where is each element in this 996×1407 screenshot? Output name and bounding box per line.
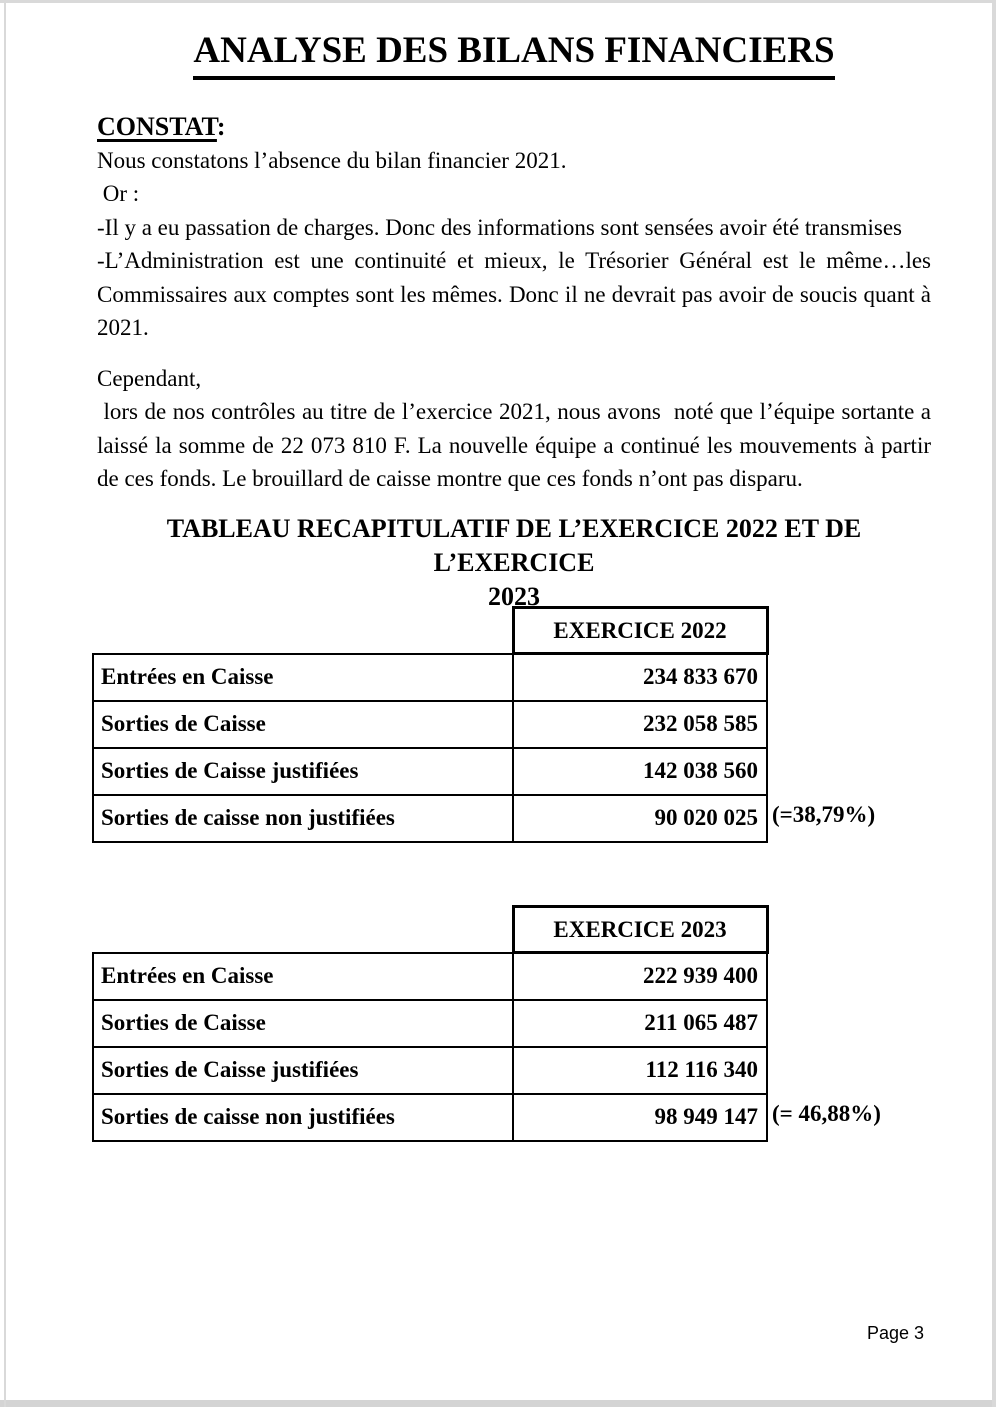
page-title: ANALYSE DES BILANS FINANCIERS [193,28,834,80]
table-row [93,1000,767,1047]
table-corner-spacer [93,907,513,953]
table-row [93,1047,767,1094]
cependant-section [97,362,937,496]
constat-heading [97,110,931,144]
table-block-exercice-2022 [92,606,992,843]
cependant-line-1: Cependant, [97,366,202,391]
table-section-title-line2: 2023 [488,582,540,611]
constat-line-2: Or : [97,181,140,207]
table-row [93,654,767,701]
table-row [93,748,767,795]
table-header-exercice-2022: EXERCICE 2022 [513,608,767,654]
percentage-annotation-2022: (=38,79%) [772,802,876,827]
row-label: Sorties de Caisse [93,1000,513,1047]
row-label: Sorties de caisse non justifiées [93,795,513,842]
row-value: 90 020 025 [513,795,767,842]
row-value: 211 065 487 [513,1000,767,1047]
page-edge-top [0,0,996,3]
table-row [93,953,767,1000]
financial-table-2023 [92,905,769,1142]
title-block [97,28,931,80]
percentage-annotation-2023: (= 46,88%) [772,1101,881,1126]
row-value: 142 038 560 [513,748,767,795]
table-block-exercice-2023 [92,905,992,1142]
table-row [93,701,767,748]
table-corner-spacer [93,608,513,654]
financial-table-2022 [92,606,769,843]
row-label: Entrées en Caisse [93,953,513,1000]
table-row [93,795,767,842]
table-section-title [97,512,931,614]
constat-line-3: -Il y a eu passation de charges. Donc des informations sont sensées avoir été transmises [97,214,902,240]
row-label: Sorties de Caisse justifiées [93,748,513,795]
table-header-row [93,907,767,953]
table-section-title-line1: TABLEAU RECAPITULATIF DE L’EXERCICE 2022 ET DE L’EXERCICE [166,514,862,577]
page-edge-right [992,0,996,1407]
row-value: 98 949 147 [513,1094,767,1141]
row-value: 232 058 585 [513,701,767,748]
constat-line-4: -L’Administration est une continuité et mieux, le Trésorier Général est le même…les Commissaires aux comptes sont les mêmes. Donc il ne devrait pas avoir de soucis quant à 2021. [97,248,937,341]
row-value: 234 833 670 [513,654,767,701]
table-header-row [93,608,767,654]
table-header-exercice-2023: EXERCICE 2023 [513,907,767,953]
page-edge-left [4,0,6,1407]
row-label: Sorties de Caisse justifiées [93,1047,513,1094]
constat-heading-text: CONSTAT [97,112,217,141]
constat-section [97,110,937,344]
row-value: 222 939 400 [513,953,767,1000]
row-label: Sorties de caisse non justifiées [93,1094,513,1141]
row-label: Entrées en Caisse [93,654,513,701]
page-edge-bottom [0,1400,996,1407]
page-number: Page 3 [866,1323,924,1343]
constat-line-1: Nous constatons l’absence du bilan financier 2021. [97,148,567,173]
constat-heading-colon: : [216,112,226,141]
row-value: 112 116 340 [513,1047,767,1094]
table-row [93,1094,767,1141]
cependant-line-2: lors de nos contrôles au titre de l’exercice 2021, nous avons noté que l’équipe sortante a laissé la somme de 22 073 810 F. La nouvelle équipe a continué les mouvements à partir de ces fonds. Le brouillard de caisse montre que ces fonds n’ont pas disparu. [97,399,937,492]
row-label: Sorties de Caisse [93,701,513,748]
